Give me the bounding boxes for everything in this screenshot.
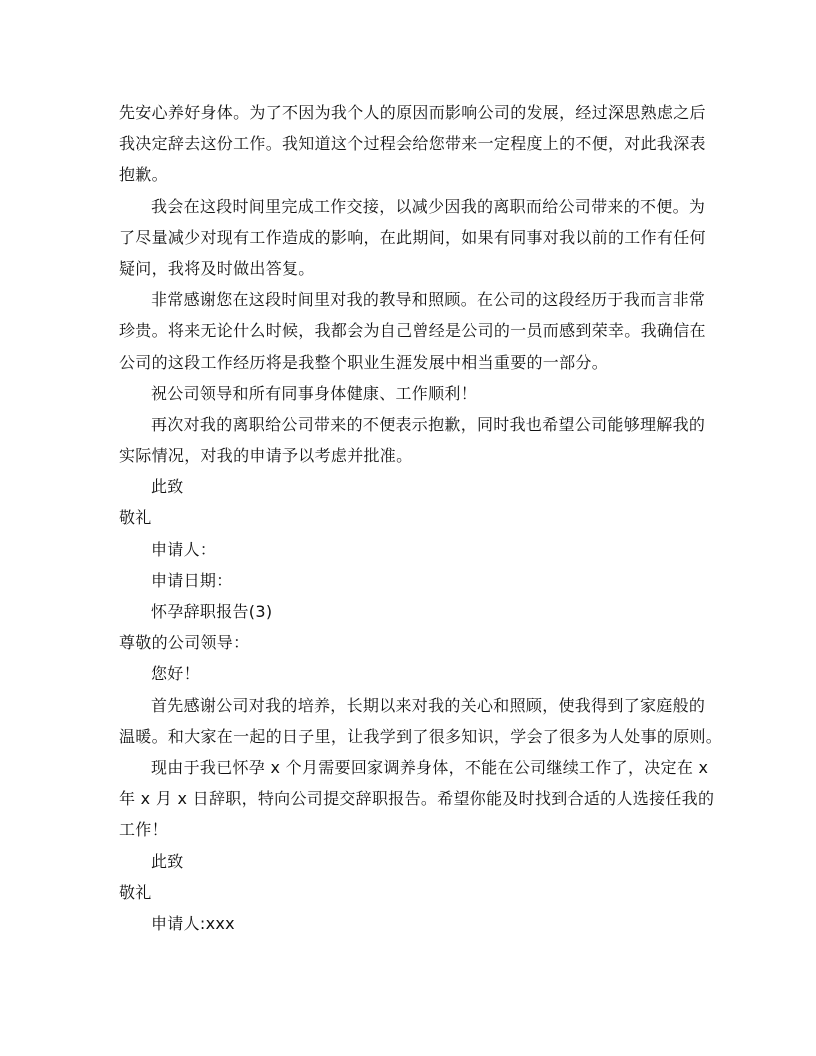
closing-respect: 敬礼	[119, 508, 152, 528]
text-line: 祝公司领导和所有同事身体健康、工作顺利！	[151, 383, 478, 403]
closing-salutation: 此致	[151, 851, 184, 871]
section-title: 怀孕辞职报告(3)	[151, 602, 273, 621]
text-line: 了尽量减少对现有工作造成的影响，在此期间，如果有同事对我以前的工作有任何	[119, 227, 706, 247]
letter-body	[119, 97, 723, 939]
text-line: 抱歉。	[119, 165, 168, 185]
text-line: 疑问，我将及时做出答复。	[119, 258, 315, 278]
applicant-label: 申请人：	[151, 539, 217, 559]
closing-respect: 敬礼	[119, 882, 152, 902]
applicant-signature: 申请人:xxx	[151, 913, 235, 933]
text-line: 实际情况，对我的申请予以考虑并批准。	[119, 446, 413, 466]
text-line: 再次对我的离职给公司带来的不便表示抱歉，同时我也希望公司能够理解我的	[151, 414, 706, 434]
text-line: 现由于我已怀孕 x 个月需要回家调养身体，不能在公司继续工作了，决定在 x	[151, 757, 709, 777]
greeting-addressee: 尊敬的公司领导：	[119, 633, 250, 653]
application-date-label: 申请日期：	[151, 570, 233, 590]
text-line: 我决定辞去这份工作。我知道这个过程会给您带来一定程度上的不便，对此我深表	[119, 134, 706, 154]
text-line: 珍贵。将来无论什么时候，我都会为自己曾经是公司的一员而感到荣幸。我确信在	[119, 321, 706, 341]
text-line: 非常感谢您在这段时间里对我的教导和照顾。在公司的这段经历于我而言非常	[151, 290, 706, 310]
text-line: 我会在这段时间里完成工作交接，以减少因我的离职而给公司带来的不便。为	[151, 196, 706, 216]
text-line: 工作！	[119, 820, 168, 840]
text-line: 先安心养好身体。为了不因为我个人的原因而影响公司的发展，经过深思熟虑之后	[119, 103, 706, 122]
text-line: 年 x 月 x 日辞职，特向公司提交辞职报告。希望你能及时找到合适的人选接任我的	[119, 789, 715, 809]
text-line: 公司的这段工作经历将是我整个职业生涯发展中相当重要的一部分。	[119, 352, 609, 372]
text-line: 温暖。和大家在一起的日子里，让我学到了很多知识，学会了很多为人处事的原则。	[119, 726, 723, 746]
closing-salutation: 此致	[151, 477, 184, 497]
greeting: 您好！	[151, 664, 200, 684]
text-line: 首先感谢公司对我的培养，长期以来对我的关心和照顾，使我得到了家庭般的	[151, 695, 706, 715]
